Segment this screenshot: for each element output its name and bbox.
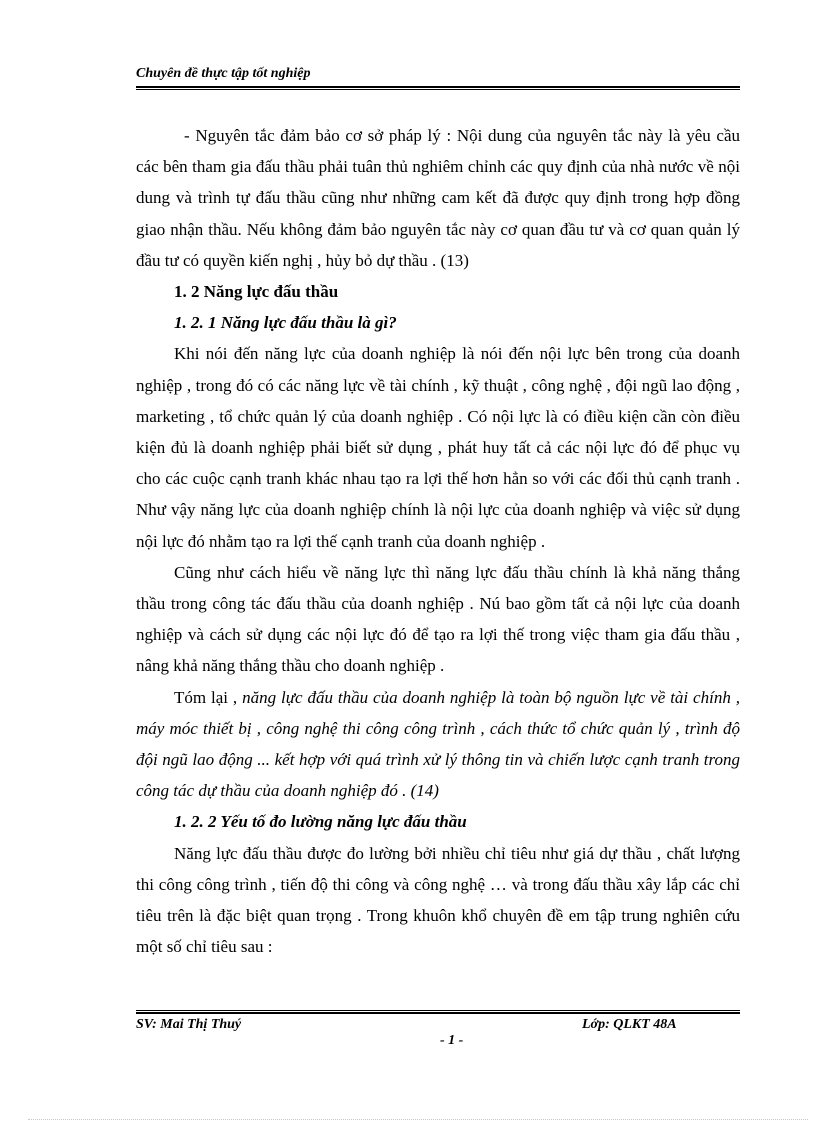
heading-1-2: 1. 2 Năng lực đấu thầu [174, 282, 339, 302]
summary-definition: năng lực đấu thầu của doanh nghiệp là toàn bộ nguồn lực về tài chính , máy móc thiết bị , công nghệ thi công công trình , cách thức tổ chức quản lý , trình độ đội ngũ lao động ... kết hợp với quá trình xử lý thông tin và chiến lược cạnh tranh trong công tác dự thầu của doanh nghiệp đó . (14) [136, 687, 740, 801]
paragraph-summary [136, 682, 740, 807]
footer-student-name: SV: Mai Thị Thuý [136, 1017, 242, 1032]
paragraph-bidding-capacity: Cũng như cách hiểu về năng lực thì năng lực đấu thầu chính là khả năng thắng thầu trong công tác đấu thầu của doanh nghiệp . Nú bao gồm tất cả nội lực của doanh nghiệp và cách sử dụng các nội lực đó để tạo ra lợi thế trong việc tham gia đấu thầu , nâng khả năng thắng thầu cho doanh nghiệp . [136, 562, 740, 676]
summary-lead: Tóm lại , [174, 687, 243, 707]
page-number: - 1 - [440, 1033, 464, 1048]
paragraph-measurement: Năng lực đấu thầu được đo lường bởi nhiều chỉ tiêu như giá dự thầu , chất lượng thi công công trình , tiến độ thi công và công nghệ … và trong đấu thầu xây lắp các chỉ tiêu trên là đặc biệt quan trọng . Trong khuôn khổ chuyên đề em tập trung nghiên cứu một số chỉ tiêu sau : [136, 843, 740, 957]
running-header-title: Chuyên đề thực tập tốt nghiệp [136, 66, 311, 81]
header-divider [136, 86, 740, 90]
document-body [136, 120, 740, 962]
paragraph-legal-principle: - Nguyên tắc đảm bảo cơ sở pháp lý : Nội dung của nguyên tắc này là yêu cầu các bên tham gia đấu thầu phải tuân thủ nghiêm chỉnh các quy định của nhà nước về nội dung và trình tự đấu thầu cũng như những cam kết đã được quy định trong hợp đồng giao nhận thầu. Nếu không đảm bảo nguyên tắc này cơ quan đầu tư và cơ quan quản lý đầu tư có quyền kiến nghị , hủy bỏ dự thầu . (13) [136, 126, 740, 270]
page-bottom-border [28, 1119, 808, 1120]
heading-1-2-1: 1. 2. 1 Năng lực đấu thầu là gì? [174, 313, 397, 333]
footer-class: Lớp: QLKT 48A [582, 1017, 677, 1032]
heading-1-2-2: 1. 2. 2 Yếu tố đo lường năng lực đấu thầu [174, 812, 467, 832]
paragraph-enterprise-capacity: Khi nói đến năng lực của doanh nghiệp là nói đến nội lực bên trong của doanh nghiệp , trong đó có các năng lực về tài chính , kỹ thuật , công nghệ , đội ngũ lao động , marketing , tổ chức quản lý của doanh nghiệp . Có nội lực là có điều kiện cần còn điều kiện đủ là doanh nghiệp phải biết sử dụng , phát huy tất cả các nội lực đó để phục vụ cho các cuộc cạnh tranh khác nhau tạo ra lợi thế hơn hẳn so với các đối thủ cạnh tranh . Như vậy năng lực của doanh nghiệp chính là nội lực của doanh nghiệp và việc sử dụng nội lực đó nhằm tạo ra lợi thế cạnh tranh của doanh nghiệp . [136, 344, 740, 551]
footer-divider [136, 1010, 740, 1014]
